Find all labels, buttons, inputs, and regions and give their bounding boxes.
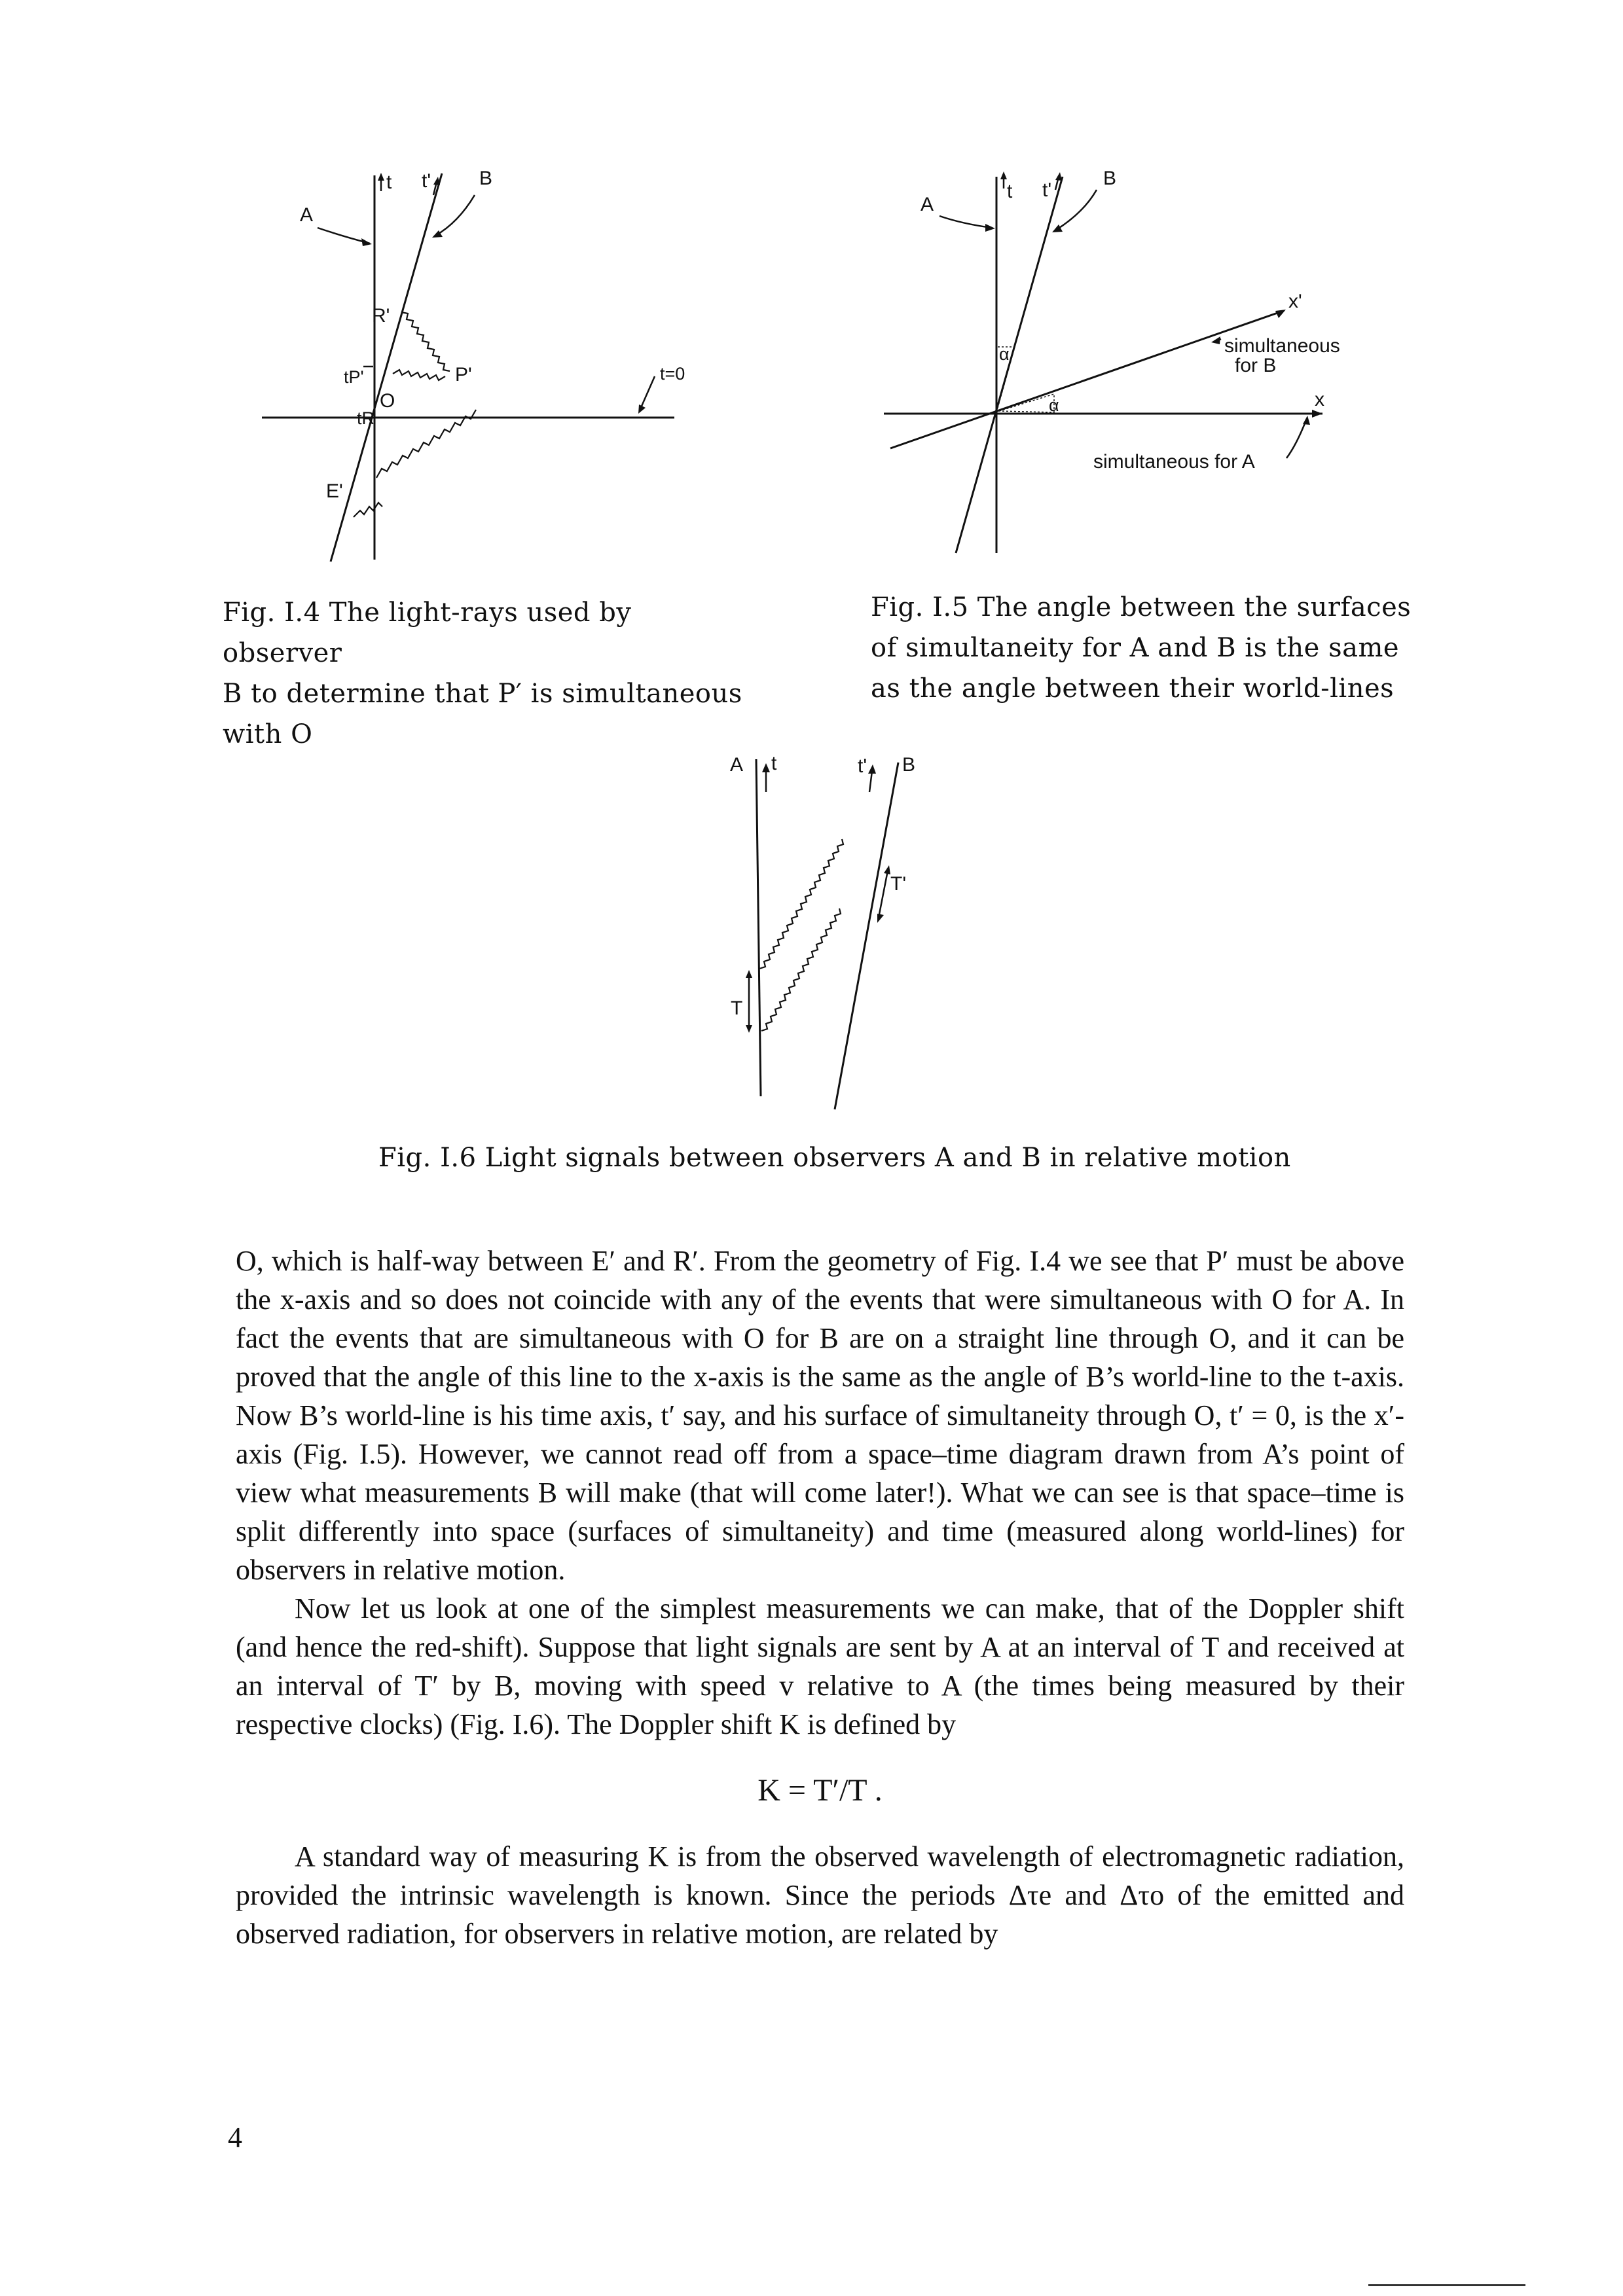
figure-1-4-caption — [223, 592, 759, 755]
fig14-label-r: R' — [372, 305, 390, 327]
caption-line: as the angle between their world-lines — [871, 673, 1395, 704]
fig15-label-t: t — [1007, 181, 1013, 202]
figure-1-5 — [877, 151, 1401, 569]
fig15-label-sima: simultaneous for A — [1093, 451, 1255, 473]
fig14-label-t: t — [386, 171, 392, 193]
x-prime-axis — [890, 311, 1283, 448]
figure-1-5-caption — [871, 587, 1434, 709]
fig15-label-xprime: x' — [1288, 291, 1302, 312]
fig15-label-a: A — [921, 194, 934, 215]
paragraph-2: Now let us look at one of the simplest measurements we can make, that of the Doppler shift (and hence the red-shift). Suppose that light signals are sent by A at an interval of T and received at an interval of T′ by B, moving with speed v relative to A (the times being measured by their respective clocks) (Fig. I.6). The Doppler shift K is defined by — [236, 1592, 1405, 1740]
worldline-b — [835, 762, 898, 1109]
light-ray-e-p — [376, 410, 476, 478]
fig15-label-alpha2: α — [1049, 395, 1059, 415]
caption-line: with O — [223, 719, 313, 749]
footer-rule — [1368, 2284, 1525, 2286]
angle-region-space — [999, 394, 1054, 412]
fig15-label-simb-1: simultaneous — [1224, 335, 1340, 357]
fig16-label-b: B — [902, 754, 916, 776]
caption-line: B to determine that P′ is simultaneous — [223, 679, 742, 709]
figure-1-6 — [694, 746, 956, 1126]
fig14-label-e: E' — [326, 480, 343, 502]
fig14-label-tr: tR — [357, 408, 374, 428]
light-signal-2 — [761, 908, 841, 1031]
caption-line: Fig. I.4 The light-rays used by observer — [223, 598, 632, 668]
fig14-label-tp: tP' — [344, 367, 364, 387]
fig16-label-a: A — [730, 754, 744, 776]
fig14-label-b: B — [479, 168, 493, 189]
worldline-b — [956, 177, 1063, 553]
caption-line: of simultaneity for A and B is the same — [871, 633, 1400, 663]
fig14-label-t0: t=0 — [660, 364, 685, 384]
fig15-label-x: x — [1315, 389, 1324, 410]
fig15-label-simb-2: for B — [1235, 355, 1277, 376]
tprime-interval — [879, 870, 888, 918]
fig16-label-t-interval: T — [731, 997, 743, 1019]
figure-1-6-diagram — [694, 746, 956, 1126]
body-text — [236, 1242, 1404, 1953]
light-signal-1 — [759, 839, 843, 969]
fig15-label-alpha1: α — [999, 344, 1010, 364]
b-pointer — [435, 195, 475, 236]
fig16-label-tprime-interval: T' — [890, 873, 907, 895]
fig14-label-tprime: t' — [422, 170, 431, 192]
caption-line: Fig. I.5 The angle between the surfaces — [871, 592, 1412, 622]
light-ray-p-r — [401, 312, 450, 371]
fig16-label-tprime: t' — [858, 755, 867, 777]
page-number: 4 — [228, 2121, 242, 2153]
worldline-a — [756, 759, 761, 1096]
figure-1-4 — [249, 151, 707, 569]
fig14-label-a: A — [300, 204, 314, 226]
figure-1-5-diagram — [877, 151, 1401, 569]
fig15-label-b: B — [1103, 168, 1117, 189]
figure-1-4-diagram — [249, 151, 707, 569]
fig14-label-o: O — [380, 390, 395, 412]
fig16-label-t: t — [771, 753, 777, 774]
paragraph-1: O, which is half-way between E′ and R′. From the geometry of Fig. I.4 we see that P′ must be above the x-axis and so does not coincide with any of the events that were simultaneous with O for A. In fact the events that are simultaneous with O for B are on a straight line through O, and it can be proved that the angle of this line to the x-axis is the same as the angle of B’s world-line to the t-axis. Now B’s world-line is his time axis, t′ say, and his surface of simultaneity through O, t′ = 0, is the x′-axis (Fig. I.5). However, we cannot read off from a space–time diagram drawn from A’s point of view what measurements B will make (that will come later!). What we can see is that space–time is split differently into space (surfaces of simultaneity) and time (measured along world-lines) for observers in relative motion. — [236, 1245, 1405, 1586]
paragraph-3: A standard way of measuring K is from the observed wavelength of electromagnetic radiation, provided the intrinsic wavelength is known. Since the periods Δτe and Δτo of the emitted and observed radiation, for observers in relative motion, are related by — [236, 1840, 1404, 1950]
fig15-label-tprime: t' — [1042, 179, 1052, 201]
figure-1-6-caption: Fig. I.6 Light signals between observers A and B in relative motion — [378, 1143, 1291, 1173]
fig14-label-p: P' — [455, 364, 472, 386]
equation-doppler: K = T′/T . — [757, 1773, 883, 1808]
